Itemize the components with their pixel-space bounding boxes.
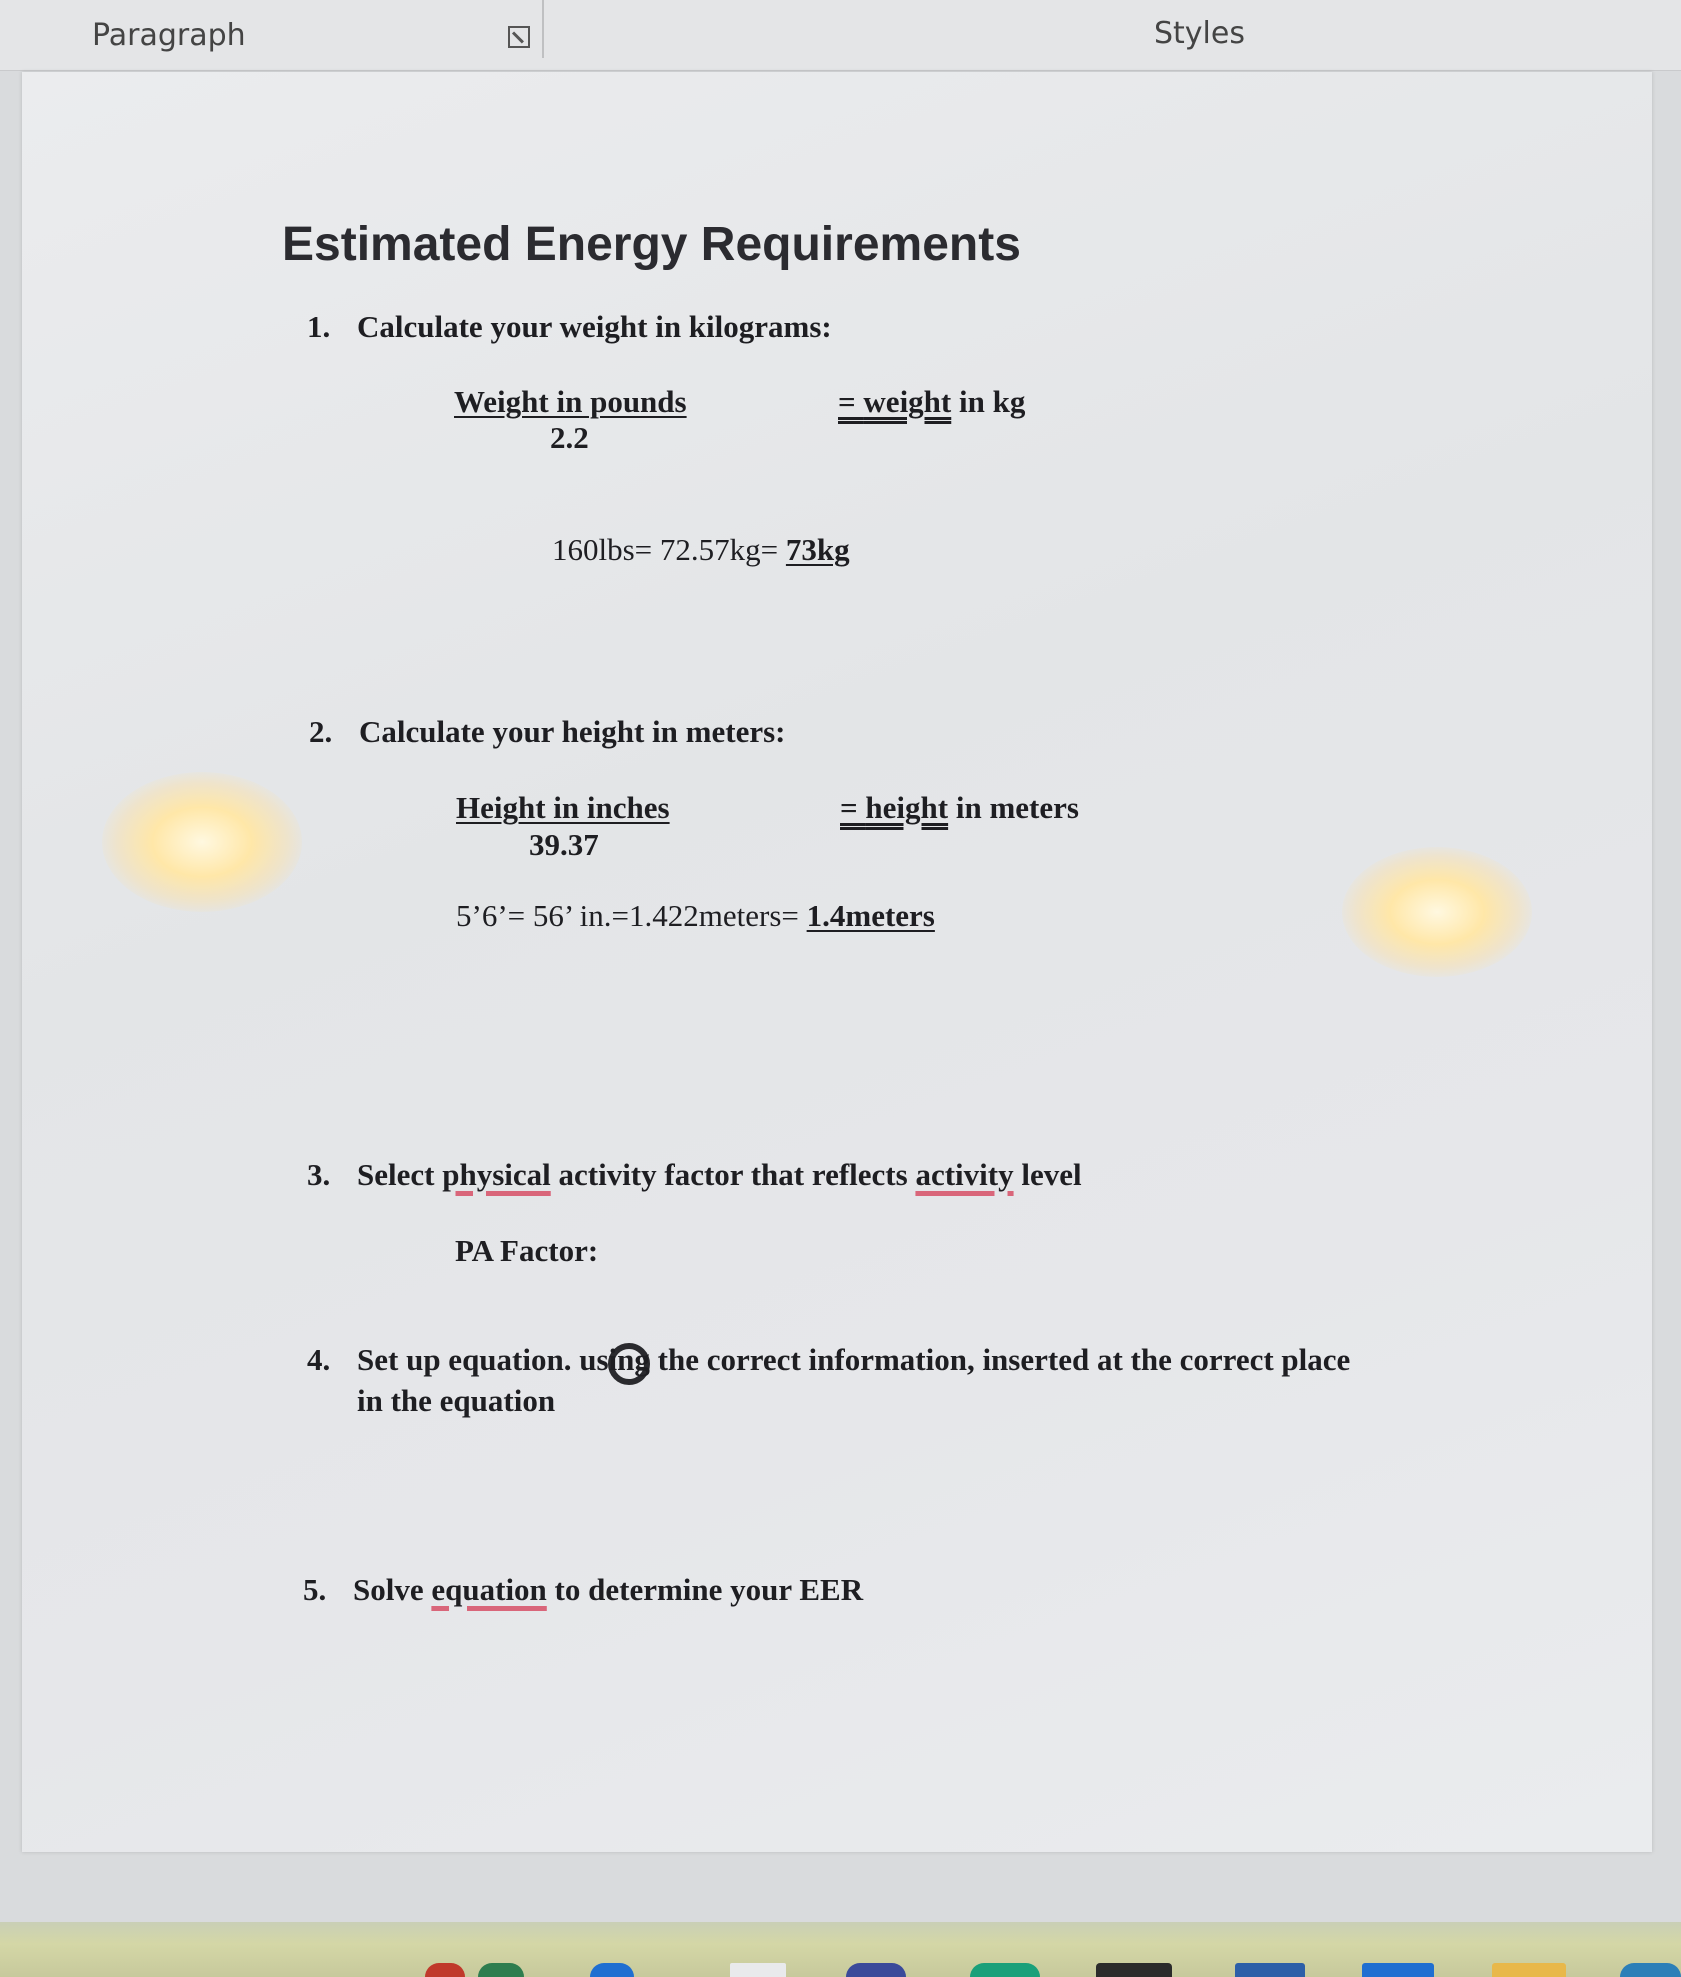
taskbar-app-icon[interactable]: [730, 1963, 786, 1977]
list-number: 3.: [307, 1157, 331, 1192]
list-number: 1.: [307, 309, 331, 344]
list-item-text: Calculate your height in meters:: [359, 714, 786, 749]
taskbar-folder-icon[interactable]: [1492, 1963, 1566, 1977]
taskbar-app-icon[interactable]: [478, 1963, 524, 1977]
list-number: 2.: [309, 714, 333, 749]
calc-answer: 1.4meters: [806, 898, 935, 933]
height-calculation: [456, 896, 935, 936]
calc-prefix: 5’6’= 56’ in.=1.422meters=: [456, 898, 807, 933]
list-item-5: [303, 1570, 863, 1610]
height-numerator: Height in inches: [456, 790, 670, 825]
text-part: to determine your EER: [546, 1572, 864, 1607]
taskbar-app-icon[interactable]: [590, 1963, 634, 1977]
styles-group-label: Styles: [1154, 16, 1245, 51]
result-rest: in meters: [948, 790, 1079, 825]
list-item-text: Set up equation. using the correct information, inserted at the correct place: [357, 1342, 1351, 1377]
taskbar-app-icon[interactable]: [1235, 1963, 1305, 1977]
taskbar-app-icon[interactable]: [1096, 1963, 1172, 1977]
paragraph-dialog-launcher-icon[interactable]: [508, 26, 530, 48]
spellcheck-word[interactable]: physical: [442, 1157, 551, 1192]
taskbar-app-icon[interactable]: [1620, 1963, 1681, 1977]
list-number: 4.: [307, 1342, 331, 1377]
screen-glare: [102, 772, 302, 912]
equals-sign: =: [838, 384, 864, 419]
list-item-text: Calculate your weight in kilograms:: [357, 309, 832, 344]
ribbon: [0, 0, 1681, 71]
text-part: Select: [357, 1157, 443, 1192]
weight-calculation: [552, 530, 850, 570]
taskbar-app-icon[interactable]: [846, 1963, 906, 1977]
paragraph-group-label: Paragraph: [92, 18, 246, 53]
taskbar: [0, 1922, 1681, 1977]
taskbar-app-icon[interactable]: [425, 1963, 465, 1977]
screen-glare: [1342, 847, 1532, 977]
result-word: weight: [863, 384, 952, 419]
text-part: activity factor that reflects: [550, 1157, 916, 1192]
list-item-4: [307, 1340, 1350, 1380]
spellcheck-word[interactable]: activity: [915, 1157, 1014, 1192]
list-item-4-continuation: in the equation: [357, 1383, 556, 1418]
weight-numerator: Weight in pounds: [454, 384, 687, 419]
list-item-3: [307, 1155, 1082, 1195]
document-title: Estimated Energy Requirements: [282, 218, 1021, 271]
result-rest: in kg: [951, 384, 1026, 419]
pa-factor-label: PA Factor:: [455, 1233, 599, 1268]
calc-prefix: 160lbs= 72.57kg=: [552, 532, 786, 567]
taskbar-app-icon[interactable]: [1362, 1963, 1434, 1977]
list-item-1: [307, 307, 832, 347]
ribbon-separator: [542, 0, 544, 58]
height-denominator: 39.37: [529, 827, 599, 862]
list-item-2: [309, 712, 785, 752]
list-number: 5.: [303, 1572, 327, 1607]
weight-denominator: 2.2: [550, 420, 589, 455]
taskbar-app-icon[interactable]: [970, 1963, 1040, 1977]
text-part: level: [1013, 1157, 1082, 1192]
spellcheck-word[interactable]: equation: [431, 1572, 547, 1607]
weight-result: [838, 382, 1025, 422]
height-result: [840, 788, 1079, 828]
calc-answer: 73kg: [785, 532, 850, 567]
equals-sign: =: [840, 790, 866, 825]
document-page[interactable]: [22, 72, 1652, 1852]
text-part: Solve: [353, 1572, 432, 1607]
result-word: height: [865, 790, 949, 825]
